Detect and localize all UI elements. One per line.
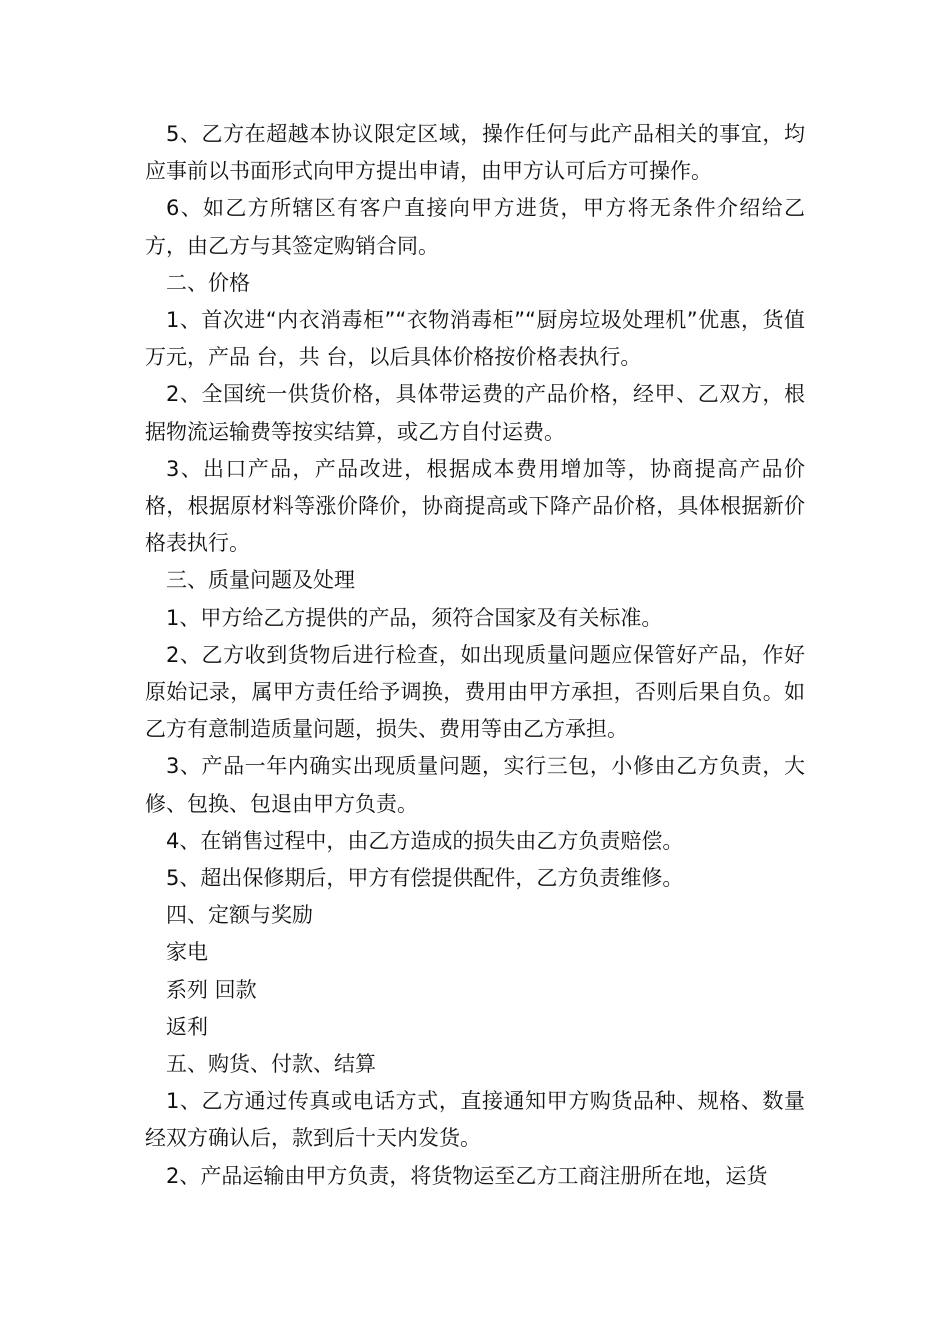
section-heading: 四、定额与奖励: [166, 903, 313, 928]
paragraph: 4、在销售过程中，由乙方造成的损失由乙方负责赔偿。: [166, 828, 684, 853]
paragraph: 家电: [166, 940, 208, 965]
section-heading: 五、购货、付款、结算: [166, 1052, 376, 1077]
paragraph: 3、产品一年内确实出现质量问题，实行三包，小修由乙方负责，大修、包换、包退由甲方负责。: [145, 754, 805, 816]
paragraph: 2、乙方收到货物后进行检查，如出现质量问题应保管好产品，作好原始记录，属甲方责任给予调换，费用由甲方承担，否则后果自负。如乙方有意制造质量问题，损失、费用等由乙方承担。: [145, 642, 805, 742]
paragraph: 1、乙方通过传真或电话方式，直接通知甲方购货品种、规格、数量经双方确认后，款到后十天内发货。: [145, 1089, 805, 1151]
paragraph: 5、超出保修期后，甲方有偿提供配件，乙方负责维修。: [166, 866, 684, 891]
section-heading: 二、价格: [166, 270, 250, 295]
paragraph: 系列 回款: [166, 977, 257, 1002]
paragraph: 1、首次进“内衣消毒柜”“衣物消毒柜”“厨房垃圾处理机”优惠，货值 万元，产品 台，共 台，以后具体价格按价格表执行。: [145, 308, 805, 370]
paragraph: 5、乙方在超越本协议限定区域，操作任何与此产品相关的事宜，均应事前以书面形式向甲方提出申请，由甲方认可后方可操作。: [145, 122, 805, 184]
paragraph: 6、如乙方所辖区有客户直接向甲方进货，甲方将无条件介绍给乙方，由乙方与其签定购销合同。: [145, 196, 805, 258]
section-heading: 三、质量问题及处理: [166, 568, 355, 593]
paragraph: 3、出口产品，产品改进，根据成本费用增加等，协商提高产品价格，根据原材料等涨价降价，协商提高或下降产品价格，具体根据新价格表执行。: [145, 456, 805, 556]
document-body: [145, 116, 805, 1195]
paragraph: 1、甲方给乙方提供的产品，须符合国家及有关标准。: [166, 605, 663, 630]
paragraph: 2、产品运输由甲方负责，将货物运至乙方工商注册所在地，运货: [166, 1163, 768, 1188]
paragraph: 返利: [166, 1014, 208, 1039]
paragraph: 2、全国统一供货价格，具体带运费的产品价格，经甲、乙双方，根据物流运输费等按实结算，或乙方自付运费。: [145, 382, 805, 444]
